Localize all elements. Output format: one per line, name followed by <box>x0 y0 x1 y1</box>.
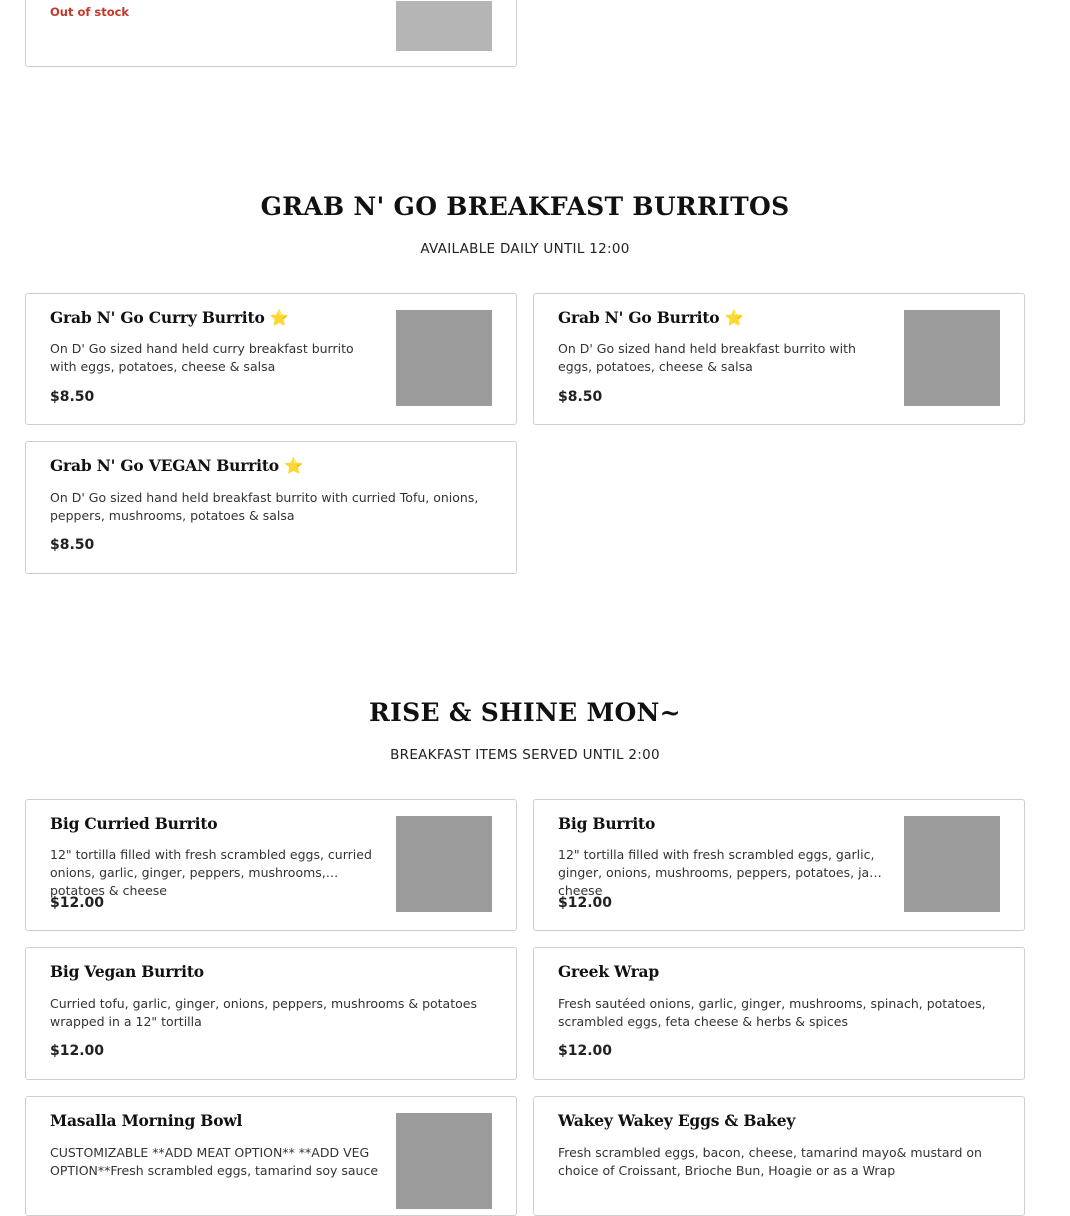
menu-item-grab-n-go-curry-burrito[interactable] <box>25 293 517 425</box>
item-name: Greek Wrap <box>558 962 660 981</box>
item-image-placeholder <box>396 1 492 51</box>
item-name: Big Curried Burrito <box>50 814 218 833</box>
section-title-rise-and-shine: RISE & SHINE MON~ <box>369 698 681 727</box>
item-description: CUSTOMIZABLE **ADD MEAT OPTION** **ADD VEG OPTION**Fresh scrambled eggs, tamarind soy sauce <box>50 1145 379 1178</box>
out-of-stock-badge: Out of stock <box>50 5 130 19</box>
item-name: Grab N' Go Burrito ⭐ <box>558 308 744 327</box>
item-description: 12" tortilla filled with fresh scrambled eggs, curried onions, garlic, ginger, peppers, mushrooms, potatoes & cheese <box>50 847 372 898</box>
item-price: $8.50 <box>50 389 95 405</box>
section-title-grab-n-go: GRAB N' GO BREAKFAST BURRITOS <box>260 192 790 221</box>
item-image-placeholder <box>396 1113 492 1209</box>
menu-item-big-curried-burrito[interactable] <box>25 799 517 931</box>
item-name: Wakey Wakey Eggs & Bakey <box>558 1111 796 1130</box>
item-description: On D' Go sized hand held curry breakfast burrito with eggs, potatoes, cheese & salsa <box>50 341 354 374</box>
section-subtitle-rise-and-shine: BREAKFAST ITEMS SERVED UNTIL 2:00 <box>390 747 660 763</box>
item-name: Grab N' Go VEGAN Burrito ⭐ <box>50 456 304 475</box>
menu-item-big-vegan-burrito[interactable] <box>25 947 517 1080</box>
item-price: $12.00 <box>558 1043 613 1059</box>
item-name: Big Vegan Burrito <box>50 962 204 981</box>
menu-item-grab-n-go-vegan-burrito[interactable] <box>25 441 517 574</box>
item-description: 12" tortilla filled with fresh scrambled eggs, garlic, ginger, onions, mushrooms, peppers, potatoes, jack cheese <box>558 847 884 898</box>
item-image-placeholder <box>396 310 492 406</box>
item-price: $12.00 <box>50 1043 105 1059</box>
item-name: Grab N' Go Curry Burrito ⭐ <box>50 308 289 327</box>
item-description: Curried tofu, garlic, ginger, onions, peppers, mushrooms & potatoes wrapped in a 12" tortilla <box>50 996 477 1029</box>
item-image-placeholder <box>396 816 492 912</box>
item-image-placeholder <box>904 816 1000 912</box>
item-description: On D' Go sized hand held breakfast burrito with curried Tofu, onions, peppers, mushrooms, potatoes & salsa <box>50 490 479 523</box>
item-description: On D' Go sized hand held breakfast burrito with eggs, potatoes, cheese & salsa <box>558 341 856 374</box>
item-price: $12.00 <box>558 895 613 911</box>
item-name: Masalla Morning Bowl <box>50 1111 243 1130</box>
menu-item-masalla-morning-bowl[interactable] <box>25 1096 517 1216</box>
menu-item-big-burrito[interactable] <box>533 799 1025 931</box>
item-description: Fresh sautéed onions, garlic, ginger, mushrooms, spinach, potatoes, scrambled eggs, feta cheese & herbs & spices <box>558 996 986 1029</box>
menu-item-greek-wrap[interactable] <box>533 947 1025 1080</box>
item-image-placeholder <box>904 310 1000 406</box>
section-subtitle-grab-n-go: AVAILABLE DAILY UNTIL 12:00 <box>420 241 630 257</box>
menu-item-card-out-of-stock[interactable] <box>25 0 517 67</box>
menu-item-grab-n-go-burrito[interactable] <box>533 293 1025 425</box>
menu-item-wakey-wakey-eggs-bakey[interactable] <box>533 1096 1025 1216</box>
item-price: $8.50 <box>50 537 95 553</box>
item-name: Big Burrito <box>558 814 656 833</box>
item-price: $12.00 <box>50 895 105 911</box>
item-description: Fresh scrambled eggs, bacon, cheese, tamarind mayo& mustard on choice of Croissant, Brioche Bun, Hoagie or as a Wrap <box>558 1145 982 1178</box>
item-price: $8.50 <box>558 389 603 405</box>
